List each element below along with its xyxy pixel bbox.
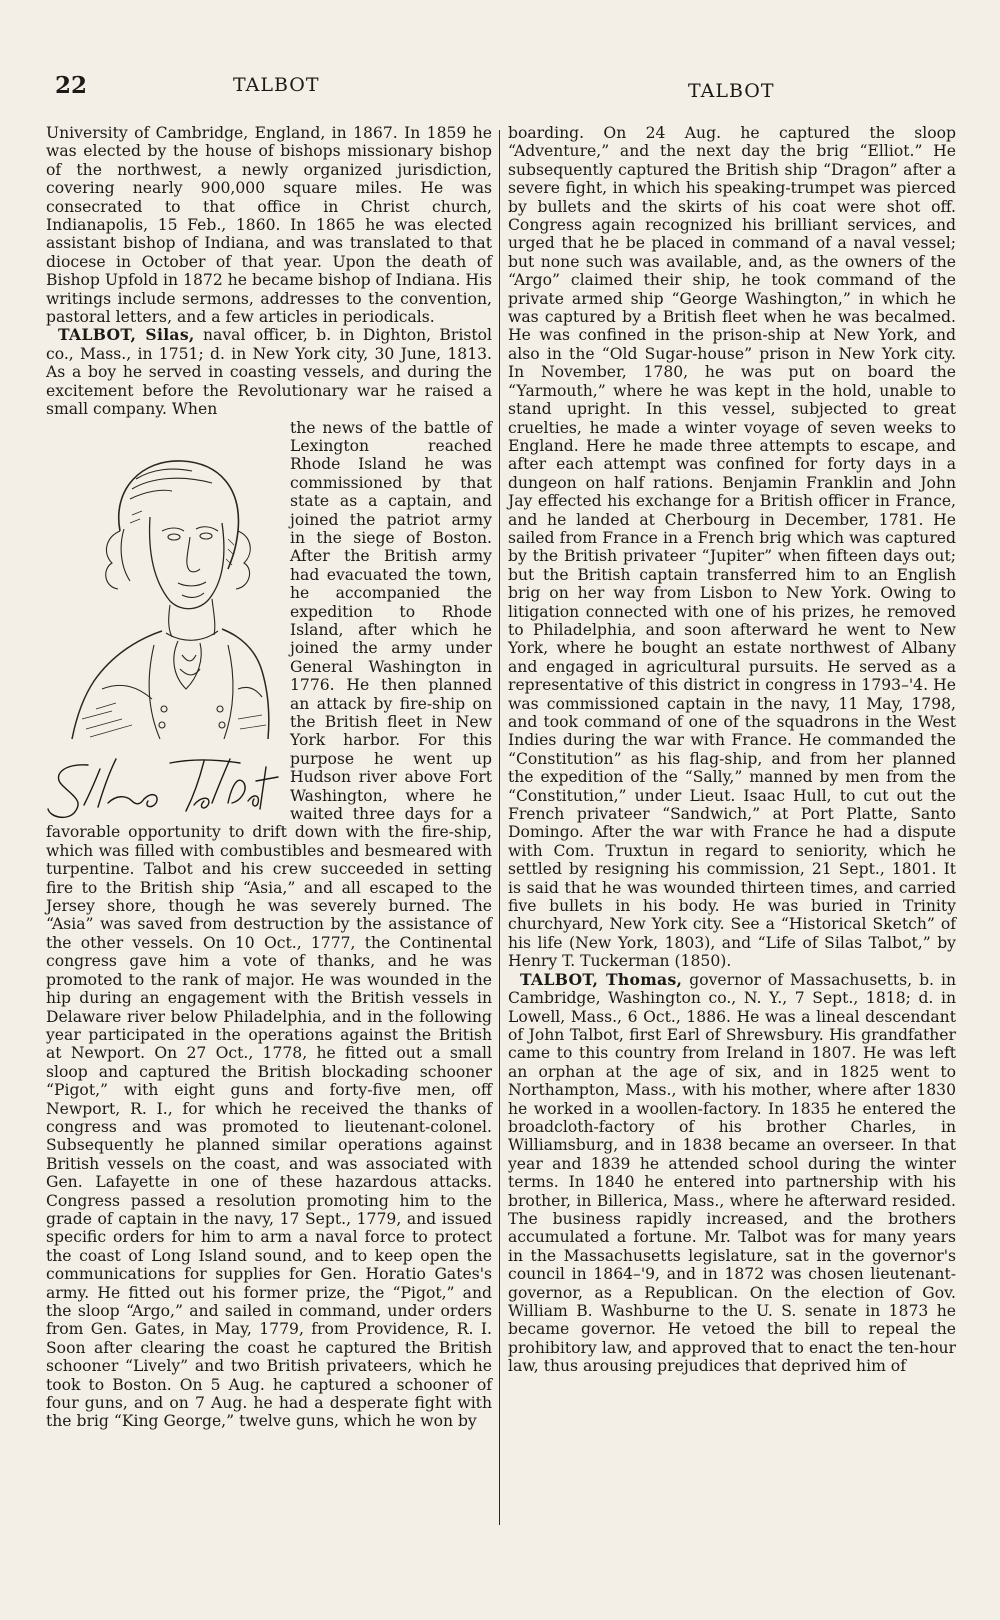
silas-talbot-body: the news of the battle of Lexington reached Rhode Island he was commissioned by that state as a captain, and joined the patriot army in the siege of Boston. After the British army had evacuated the town, he accompanied the expedition to Rhode Island, after which he joined the army under General Washington in 1776. He then planned an attack by fire-ship on the British fleet in New York harbor. For this purpose he went up Hudson river above Fort Washington, where he waited three days for a favorable opportunity to drift down with the fire-ship, which was filled with combustibles and besmeared with turpentine. Talbot and his crew succeeded in setting fire to the British ship “Asia,” and all escaped to the Jersey shore, though he was severely burned. The “Asia” was saved from destruction by the assistance of the other vessels. On 10 Oct., 1777, the Continental congress gave him a vote of thanks, and he was promoted to the rank of major. He was wounded in the hip during an engagement with the British vessels in Delaware river below Philadelphia, and in the following year participated in the operations against the British at Newport. On 27 Oct., 1778, he fitted out a small sloop and captured the British blockading schooner “Pigot,” with eight guns and forty-five men, off Newport, R. I., for which he received the thanks of congress and was promoted to lieutenant-colonel. Subsequently he planned similar operations against British vessels on the coast, and was associated with Gen. Lafayette in one of these hazardous attacks. Congress passed a resolution promoting him to the grade of captain in the navy, 17 Sept., 1779, and issued specific orders for him to arm a naval force to protect the coast of Long Island sound, and to keep open the communications for supplies for Gen. Horatio Gates's army. He fitted out his former prize, the “Pigot,” and the sloop “Argo,” and sailed in command, under orders from Gen. Gates, in May, 1779, from Providence, R. I. Soon after clearing the coast he captured the British schooner “Lively” and two British privateers, which he took to Boston. On 5 Aug. he captured a schooner of four guns, and on 7 Aug. he had a desperate fight with the brig “King George,” twelve guns, which he won by bbox=[46, 418, 492, 1431]
page-header bbox=[0, 0, 1000, 110]
signature-silas-talbot bbox=[44, 745, 294, 825]
running-head-left: TALBOT bbox=[233, 74, 320, 96]
right-column bbox=[508, 124, 956, 1376]
entry-name-silas: TALBOT, Silas, bbox=[58, 325, 195, 345]
silas-talbot-continuation: boarding. On 24 Aug. he captured the sloop “Adventure,” and the next day the brig “Elliot.” He subsequently captured the British ship “Dragon” after a severe fight, in which his speaking-trumpet was pierced by bullets and the skirts of his coat were shot off. Congress again recognized his brilliant services, and urged that he be placed in command of a naval vessel; but none such was available, and, as the owners of the “Argo” claimed their ship, he took command of the private armed ship “George Washington,” in which he was captured by a British fleet when he was becalmed. He was confined in the prison-ship at New York, and also in the “Old Sugar-house” prison in New York city. In November, 1780, he was put on board the “Yarmouth,” where he was kept in the hold, unable to stand upright. In this vessel, subjected to great cruelties, he made a winter voyage of seven weeks to England. Here he made three attempts to escape, and after each attempt was confined for forty days in a dungeon on half rations. Benjamin Franklin and John Jay effected his exchange for a British officer in France, and he landed at Cherbourg in December, 1781. He sailed from France in a French brig which was captured by the British privateer “Jupiter” when fifteen days out; but the British captain transferred him to an English brig on her way from Lisbon to New York. Owing to litigation connected with one of his prizes, he removed to Philadelphia, and soon afterward he went to New York, where he bought an estate northwest of Albany and engaged in agricultural pursuits. He served as a representative of this district in congress in 1793–'4. He was commissioned captain in the navy, 11 May, 1798, and took command of one of the squadrons in the West Indies during the war with France. He commanded the “Constitution” as his flag-ship, and from her planned the expedition of the “Sally,” manned by men from the “Constitution,” under Lieut. Isaac Hull, to cut out the French privateer “Sandwich,” at Port Platte, Santo Domingo. After the war with France he had a dispute with Com. Truxtun in regard to seniority, which he settled by resigning his commission, 21 Sept., 1801. It is said that he was wounded thirteen times, and carried five bullets in his body. He was buried in Trinity churchyard, New York city. See a “Historical Sketch” of his life (New York, 1803), and “Life of Silas Talbot,” by Henry T. Tuckerman (1850). bbox=[508, 124, 956, 971]
running-head-right: TALBOT bbox=[688, 80, 775, 102]
thomas-talbot-body: governor of Massachusetts, b. in Cambridge, Washington co., N. Y., 7 Sept., 1818; d. in Lowell, Mass., 6 Oct., 1886. He was a lineal descendant of John Talbot, first Earl of Shrewsbury. His grandfather came to this country from Ireland in 1807. He was left an orphan at the age of six, and in 1825 went to Northampton, Mass., with his mother, where after 1830 he worked in a woollen-factory. In 1835 he entered the broadcloth-factory of his brother Charles, in Williamsburg, and in 1838 became an overseer. In that year and 1839 he attended school during the winter terms. In 1840 he entered into partnership with his brother, in Billerica, Mass., where he afterward resided. The business rapidly increased, and the brothers accumulated a fortune. Mr. Talbot was for many years in the Massachusetts legislature, sat in the governor's council in 1864–'9, and in 1872 was chosen lieutenant-governor, as a Republican. On the election of Gov. William B. Washburne to the U. S. senate in 1873 he became governor. He vetoed the bill to repeal the prohibitory law, and approved that to enact the ten-hour law, thus arousing prejudices that deprived him of bbox=[508, 970, 956, 1376]
thomas-talbot-entry bbox=[508, 971, 956, 1376]
silas-intro-text: naval officer, b. in Dighton, Bristol co., Mass., in 1751; d. in New York city, 30 June, 1813. As a boy he served in coasting vessels, and during the excitement before the Revolutionary war he raised a small company. When bbox=[46, 326, 492, 419]
column-divider bbox=[499, 130, 500, 1525]
bishop-entry-continuation: University of Cambridge, England, in 1867. In 1859 he was elected by the house of bishops missionary bishop of the northwest, a newly organized jurisdiction, covering nearly 900,000 square miles. He was consecrated to that office in Christ church, Indianapolis, 15 Feb., 1860. In 1865 he was elected assistant bishop of Indiana, and was translated to that diocese in October of that year. Upon the death of Bishop Upfold in 1872 he became bishop of Indiana. His writings include sermons, addresses to the convention, pastoral letters, and a few articles in periodicals. bbox=[46, 124, 492, 327]
entry-name-thomas: TALBOT, Thomas, bbox=[520, 969, 683, 989]
silas-talbot-intro bbox=[46, 326, 492, 418]
page-number: 22 bbox=[55, 72, 88, 99]
